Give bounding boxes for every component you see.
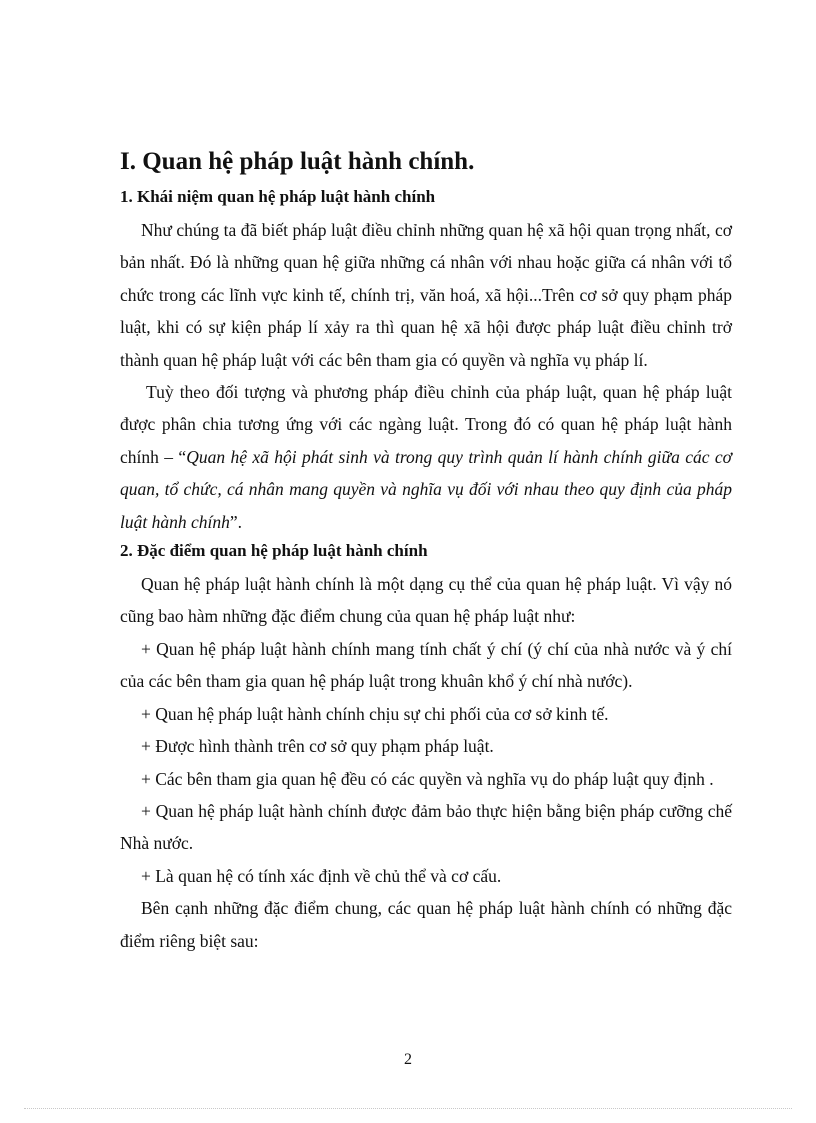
subsection-1-title: 1. Khái niệm quan hệ pháp luật hành chính xyxy=(120,187,436,206)
list-item: + Quan hệ pháp luật hành chính chịu sự chi phối của cơ sở kinh tế. xyxy=(141,703,609,724)
page-number: 2 xyxy=(404,1051,412,1068)
paragraph-classification-tail: ”. xyxy=(229,511,243,532)
paragraph-closing: Bên cạnh những đặc điểm chung, các quan hệ pháp luật hành chính có những đặc điểm riêng biệt sau: xyxy=(120,898,732,951)
definition-quote: Quan hệ xã hội phát sinh và trong quy trình quản lí hành chính giữa các cơ quan, tổ chức, cá nhân mang quyền và nghĩa vụ đối với nhau theo quy định của pháp luật hành chính xyxy=(120,446,732,532)
paragraph-intro: Quan hệ pháp luật hành chính là một dạng cụ thể của quan hệ pháp luật. Vì vậy nó cũng bao hàm những đặc điểm chung của quan hệ pháp luật như: xyxy=(120,574,732,627)
page-content xyxy=(120,146,732,957)
list-item: + Quan hệ pháp luật hành chính được đảm bảo thực hiện bằng biện pháp cưỡng chế Nhà nước. xyxy=(120,800,732,854)
paragraph-classification-lead: Tuỳ theo đối tượng và phương pháp điều chỉnh của pháp luật, quan hệ pháp luật được phân chia tương ứng với các ngàng luật. Trong đó có quan hệ pháp luật hành chính – “ xyxy=(120,382,732,467)
page-bottom-divider xyxy=(24,1108,792,1109)
section-title: I. Quan hệ pháp luật hành chính. xyxy=(120,148,475,175)
paragraph-concept: Như chúng ta đã biết pháp luật điều chỉnh những quan hệ xã hội quan trọng nhất, cơ bản nhất. Đó là những quan hệ giữa những cá nhân với nhau hoặc giữa cá nhân với tổ chức trong các lĩnh vực kinh tế, chính trị, văn hoá, xã hội...Trên cơ sở quy phạm pháp luật, khi có sự kiện pháp lí xảy ra thì quan hệ xã hội được pháp luật điều chỉnh trở thành quan hệ pháp luật với các bên tham gia có quyền và nghĩa vụ pháp lí. xyxy=(120,220,732,370)
list-item: + Là quan hệ có tính xác định về chủ thể và cơ cấu. xyxy=(141,865,502,886)
list-item: + Được hình thành trên cơ sở quy phạm pháp luật. xyxy=(141,736,494,757)
paragraph-classification xyxy=(120,376,732,538)
subsection-2-title: 2. Đặc điểm quan hệ pháp luật hành chính xyxy=(120,541,428,561)
list-item: + Quan hệ pháp luật hành chính mang tính chất ý chí (ý chí của nhà nước và ý chí của các bên tham gia quan hệ pháp luật trong khuân khổ ý chí nhà nước). xyxy=(120,638,732,692)
list-item: + Các bên tham gia quan hệ đều có các quyền và nghĩa vụ do pháp luật quy định . xyxy=(141,768,714,789)
